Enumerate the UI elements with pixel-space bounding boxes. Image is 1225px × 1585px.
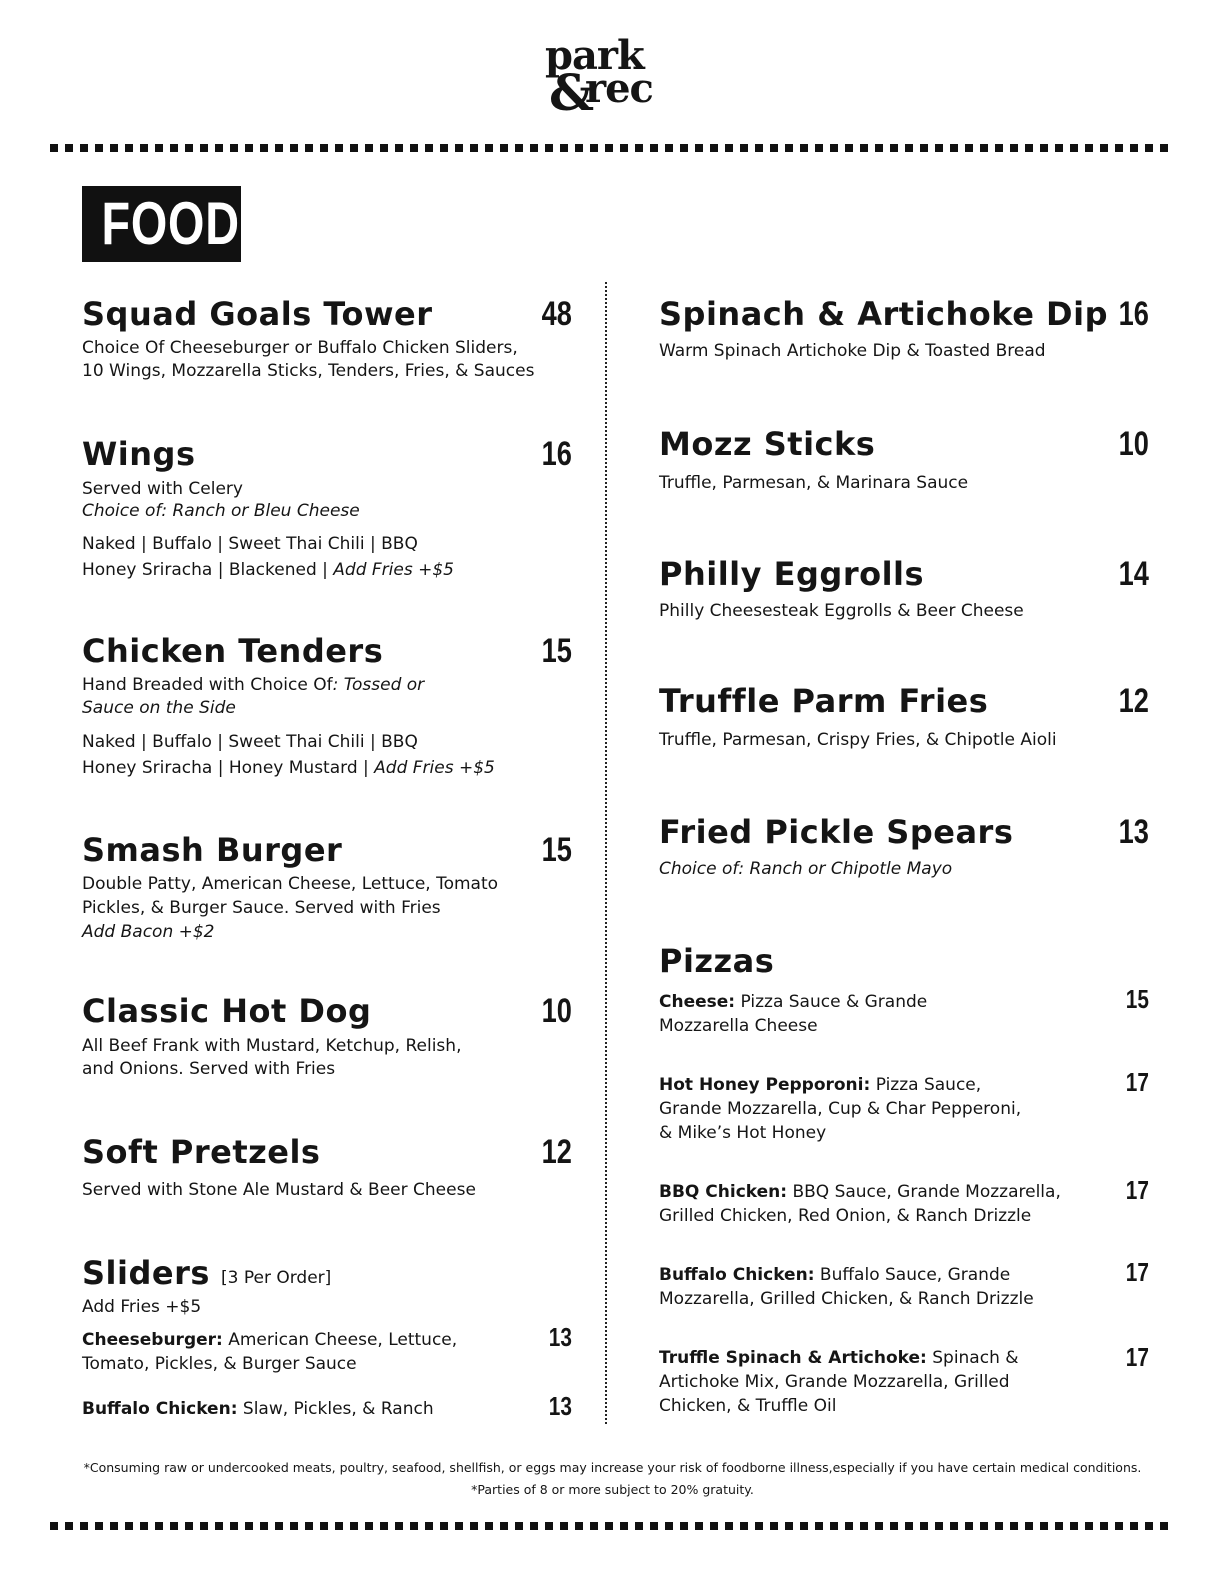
slider-buffalo-chicken: Buffalo Chicken: Slaw, Pickles, & Ranch xyxy=(82,1399,434,1419)
item-desc: Pickles, & Burger Sauce. Served with Fries xyxy=(82,898,441,918)
item-desc: Truffle, Parmesan, & Marinara Sauce xyxy=(659,473,969,493)
item-flavors: Naked | Buffalo | Sweet Thai Chili | BBQ xyxy=(82,732,418,752)
item-title: Sliders xyxy=(82,1254,210,1292)
item-price: 16 xyxy=(541,435,572,473)
item-price: 17 xyxy=(1125,1175,1149,1205)
item-price: 16 xyxy=(1118,295,1149,333)
logo-rec: rec xyxy=(585,65,653,112)
item-price: 13 xyxy=(548,1322,572,1352)
item-price: 13 xyxy=(1118,813,1149,851)
item-price: 10 xyxy=(1118,425,1149,463)
item-desc: and Onions. Served with Fries xyxy=(82,1059,336,1079)
item-title: Mozz Sticks xyxy=(659,425,876,463)
item-title: Squad Goals Tower xyxy=(82,295,433,333)
item-price: 17 xyxy=(1125,1067,1149,1097)
item-price: 48 xyxy=(541,295,572,333)
item-price: 17 xyxy=(1125,1342,1149,1372)
item-price: 15 xyxy=(541,831,572,869)
item-price: 17 xyxy=(1125,1257,1149,1287)
item-price: 15 xyxy=(1125,984,1149,1014)
section-badge: FOOD xyxy=(82,186,241,262)
logo xyxy=(0,32,1225,122)
item-price: 12 xyxy=(541,1133,572,1171)
item-desc: Double Patty, American Cheese, Lettuce, Tomato xyxy=(82,874,499,894)
item-desc: Mozzarella, Grilled Chicken, & Ranch Drizzle xyxy=(659,1289,1034,1309)
item-title: Soft Pretzels xyxy=(82,1133,321,1171)
item-price: 13 xyxy=(548,1391,572,1421)
item-note: [3 Per Order] xyxy=(221,1268,332,1288)
pizza-hot-honey-pepporoni: Hot Honey Pepporoni: Pizza Sauce, xyxy=(659,1075,982,1095)
item-desc: Served with Stone Ale Mustard & Beer Cheese xyxy=(82,1180,476,1200)
pizza-cheese: Cheese: Pizza Sauce & Grande xyxy=(659,992,928,1012)
item-desc: 10 Wings, Mozzarella Sticks, Tenders, Fries, & Sauces xyxy=(82,361,535,381)
item-title: Classic Hot Dog xyxy=(82,992,372,1030)
item-flavors: Naked | Buffalo | Sweet Thai Chili | BBQ xyxy=(82,534,418,554)
item-desc: Mozzarella Cheese xyxy=(659,1016,818,1036)
bottom-divider xyxy=(50,1522,1175,1530)
item-title: Chicken Tenders xyxy=(82,632,384,670)
item-title: Fried Pickle Spears xyxy=(659,813,1014,851)
top-divider xyxy=(50,144,1175,152)
item-price: 14 xyxy=(1118,555,1149,593)
item-desc: Warm Spinach Artichoke Dip & Toasted Bread xyxy=(659,341,1046,361)
item-desc: Served with Celery xyxy=(82,479,243,499)
item-price: 10 xyxy=(541,992,572,1030)
pizza-bbq-chicken: BBQ Chicken: BBQ Sauce, Grande Mozzarella, xyxy=(659,1182,1061,1202)
item-addon: Add Fries +$5 xyxy=(82,1297,202,1317)
column-divider xyxy=(605,282,607,1424)
item-desc: & Mike’s Hot Honey xyxy=(659,1123,827,1143)
item-desc: Sauce on the Side xyxy=(82,698,236,718)
pizza-buffalo-chicken: Buffalo Chicken: Buffalo Sauce, Grande xyxy=(659,1265,1011,1285)
footer-disclaimer: *Consuming raw or undercooked meats, poultry, seafood, shellfish, or eggs may increase your risk of foodborne illness,especially if you have certain medical conditions. xyxy=(83,1460,1142,1475)
item-desc: Choice Of Cheeseburger or Buffalo Chicken Sliders, xyxy=(82,338,518,358)
item-desc: All Beef Frank with Mustard, Ketchup, Relish, xyxy=(82,1036,462,1056)
logo-ampersand: & xyxy=(549,63,595,122)
item-desc: Philly Cheesesteak Eggrolls & Beer Cheese xyxy=(659,601,1024,621)
item-addon: Add Bacon +$2 xyxy=(82,922,215,942)
item-desc: Grande Mozzarella, Cup & Char Pepperoni, xyxy=(659,1099,1022,1119)
logo-park: park xyxy=(545,32,644,79)
footer-gratuity: *Parties of 8 or more subject to 20% gratuity. xyxy=(471,1482,754,1497)
item-desc: Grilled Chicken, Red Onion, & Ranch Drizzle xyxy=(659,1206,1032,1226)
item-desc: Hand Breaded with Choice Of: Tossed or xyxy=(82,675,425,695)
item-title: Truffle Parm Fries xyxy=(659,682,989,720)
item-desc: Artichoke Mix, Grande Mozzarella, Grilled xyxy=(659,1372,1010,1392)
item-price: 15 xyxy=(541,632,572,670)
pizza-truffle-spinach-artichoke: Truffle Spinach & Artichoke: Spinach & xyxy=(659,1348,1019,1368)
item-flavors: Honey Sriracha | Blackened | Add Fries +$5 xyxy=(82,560,454,580)
item-title: Philly Eggrolls xyxy=(659,555,925,593)
item-desc: Chicken, & Truffle Oil xyxy=(659,1396,837,1416)
item-title: Smash Burger xyxy=(82,831,343,869)
item-choice: Choice of: Ranch or Chipotle Mayo xyxy=(659,859,953,879)
slider-cheeseburger: Cheeseburger: American Cheese, Lettuce, xyxy=(82,1330,458,1350)
item-price: 12 xyxy=(1118,682,1149,720)
item-desc: Tomato, Pickles, & Burger Sauce xyxy=(82,1354,357,1374)
item-desc: Truffle, Parmesan, Crispy Fries, & Chipotle Aioli xyxy=(659,730,1057,750)
item-title: Wings xyxy=(82,435,196,473)
item-title: Spinach & Artichoke Dip xyxy=(659,295,1108,333)
item-flavors: Honey Sriracha | Honey Mustard | Add Fries +$5 xyxy=(82,758,495,778)
item-choice: Choice of: Ranch or Bleu Cheese xyxy=(82,501,360,521)
item-title: Pizzas xyxy=(659,942,775,980)
